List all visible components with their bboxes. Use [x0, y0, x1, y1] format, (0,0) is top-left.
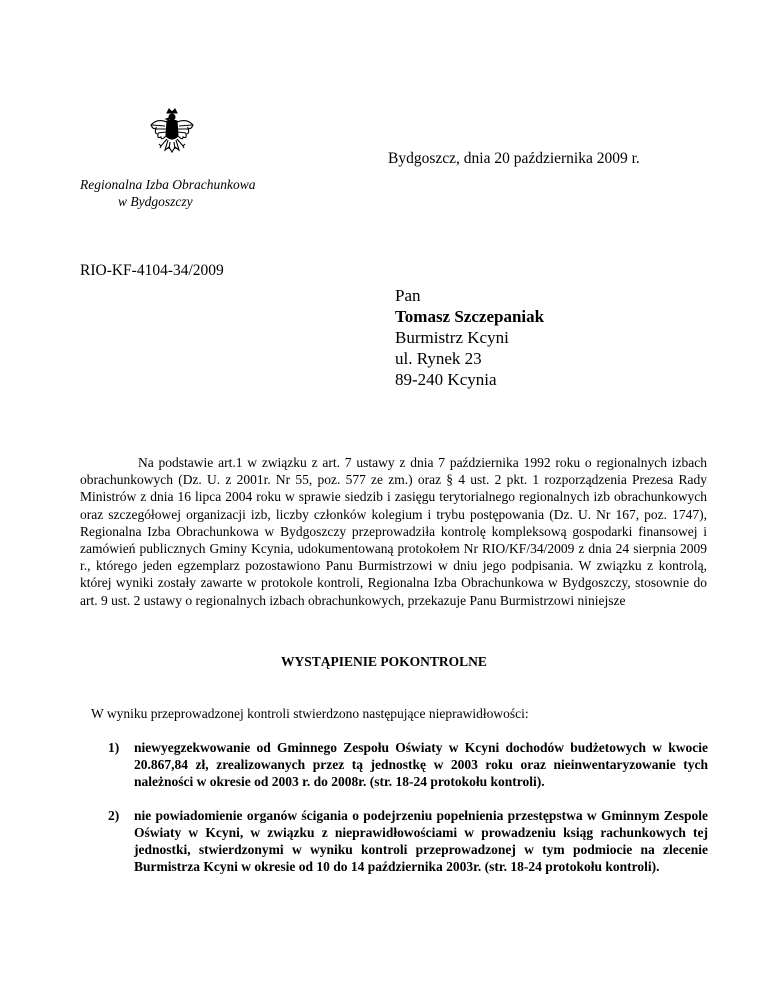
letter-date: Bydgoszcz, dnia 20 października 2009 r. [388, 150, 640, 167]
finding-text: niewyegzekwowanie od Gminnego Zespołu Oświaty w Kcyni dochodów budżetowych w kwocie 20.867,84 zł, zrealizowanych przez tą jednostkę w 2003 roku oraz nieinwentaryzowanie tych należności w okresie od 2003 r. do 2008r. (str. 18-24 protokołu kontroli). [134, 740, 708, 790]
finding-number: 2) [108, 807, 120, 823]
recipient-city: 89-240 Kcynia [395, 370, 497, 389]
findings-intro: W wyniku przeprowadzonej kontroli stwierdzono następujące nieprawidłowości: [91, 706, 529, 721]
document-heading: WYSTĄPIENIE POKONTROLNE [281, 654, 487, 669]
finding-item [108, 739, 708, 791]
finding-text: nie powiadomienie organów ścigania o podejrzeniu popełnienia przestępstwa w Gminnym Zespole Oświaty w Kcyni, w związku z nieprawidłowościami w prowadzeniu ksiąg rachunkowych tej jednostki, stwierdzonymi w wyniku kontroli przeprowadzonej w tym podmiocie na zlecenie Burmistrza Kcyni w okresie od 10 do 14 października 2003r. (str. 18-24 protokołu kontroli). [134, 807, 708, 875]
sender-institution [80, 176, 255, 210]
polish-eagle-emblem-icon [148, 106, 196, 162]
recipient-position: Burmistrz Kcyni [395, 328, 509, 347]
recipient-salutation: Pan [395, 286, 421, 305]
finding-number: 1) [108, 740, 120, 755]
institution-city: w Bydgoszczy [118, 194, 193, 209]
institution-name: Regionalna Izba Obrachunkowa [80, 177, 256, 192]
recipient-name: Tomasz Szczepaniak [395, 307, 545, 326]
findings-list [108, 739, 708, 891]
finding-item [108, 807, 708, 876]
recipient-address-block [395, 285, 544, 390]
recipient-street: ul. Rynek 23 [395, 349, 482, 368]
reference-number: RIO-KF-4104-34/2009 [80, 262, 224, 279]
intro-paragraph: Na podstawie art.1 w związku z art. 7 ustawy z dnia 7 października 1992 roku o regionalnych izbach obrachunkowych (Dz. U. z 2001r. Nr 55, poz. 577 ze zm.) oraz § 4 ust. 2 pkt. 1 rozporządzenia Prezesa Rady Ministrów z dnia 16 lipca 2004 roku w sprawie siedzib i zasięgu terytorialnego regionalnych izb obrachunkowych oraz szczegółowej organizacji izb, liczby członków kolegium i trybu postępowania (Dz. U. Nr 167, poz. 1747), Regionalna Izba Obrachunkowa w Bydgoszczy przeprowadziła kontrolę kompleksową gospodarki finansowej i zamówień publicznych Gminy Kcynia, udokumentowaną protokołem Nr RIO/KF/34/2009 z dnia 24 sierpnia 2009 r., którego jeden egzemplarz pozostawiono Panu Burmistrzowi w dniu jego podpisania. W związku z kontrolą, której wyniki zostały zawarte w protokole kontroli, Regionalna Izba Obrachunkowa w Bydgoszczy, stosownie do art. 9 ust. 2 ustawy o regionalnych izbach obrachunkowych, przekazuje Panu Burmistrzowi niniejsze [80, 455, 707, 608]
